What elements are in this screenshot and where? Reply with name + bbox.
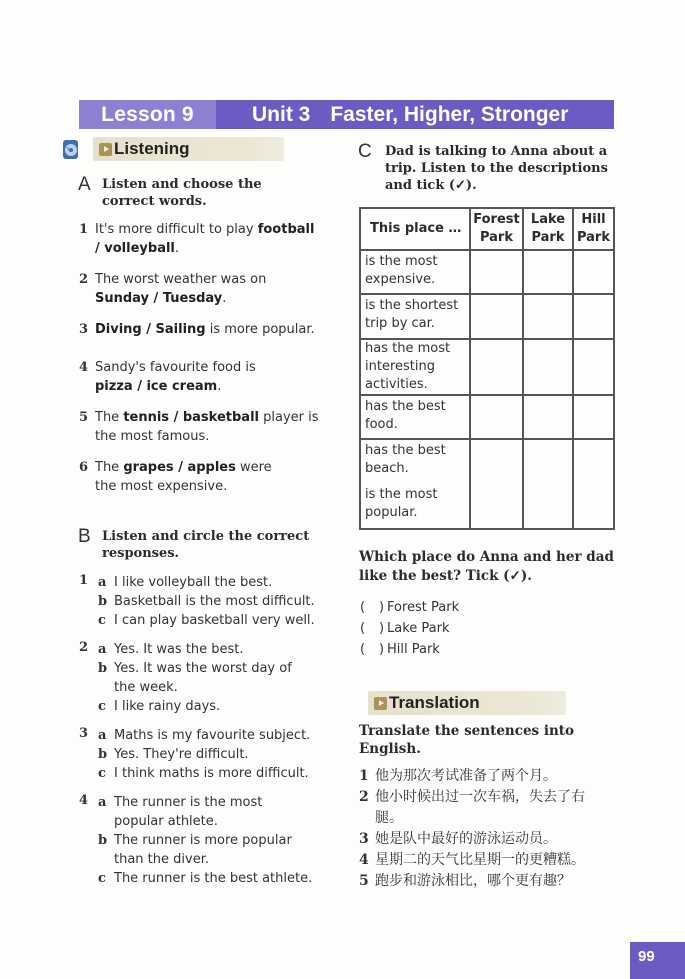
- tick-cell[interactable]: [523, 294, 573, 339]
- place-comparison-table: [359, 207, 615, 530]
- table-row: [360, 294, 614, 339]
- item-text: The: [95, 410, 124, 425]
- translation-item: [359, 871, 614, 892]
- exercise-a-item: [79, 320, 329, 339]
- column-header: Hill Park: [573, 208, 614, 250]
- table-header-row: [360, 208, 614, 250]
- row-description-line: has the best beach.: [365, 443, 446, 476]
- option-text: Basketball is the most difficult.: [114, 594, 315, 609]
- item-number: 2: [79, 272, 89, 287]
- row-description: is the most expensive.: [360, 250, 470, 294]
- tick-cell[interactable]: [573, 395, 614, 439]
- exercise-a-item: [79, 358, 329, 396]
- option-letter: b: [98, 594, 108, 609]
- exercise-a-item: [79, 408, 329, 446]
- chinese-sentence: 他为那次考试准备了两个月。: [375, 768, 557, 784]
- tick-cell[interactable]: [523, 339, 573, 395]
- translation-items: [359, 766, 614, 892]
- exercise-b-questions: [79, 573, 339, 888]
- exercise-a-items: [79, 220, 329, 496]
- item-number: 6: [79, 460, 89, 475]
- tick-cell[interactable]: [523, 250, 573, 294]
- item-number: 4: [79, 360, 89, 375]
- exercise-b-question: [79, 793, 339, 888]
- item-text: is more popular.: [205, 322, 315, 337]
- question-number: 2: [79, 640, 89, 655]
- table-row: [360, 339, 614, 395]
- tick-choice[interactable]: [360, 618, 560, 639]
- table-row: [360, 250, 614, 294]
- page-number: 99: [630, 942, 685, 979]
- option-text: Yes. It was the best.: [114, 642, 244, 657]
- response-option[interactable]: [98, 745, 310, 764]
- option-letter: c: [98, 613, 106, 628]
- favourite-place-question: Which place do Anna and her dad like the best? Tick (✓).: [359, 549, 614, 584]
- item-number: 1: [79, 222, 89, 237]
- item-text: .: [217, 379, 222, 394]
- question-number: 1: [79, 573, 89, 588]
- table-row: [360, 395, 614, 439]
- response-option[interactable]: [98, 592, 315, 611]
- tick-box-open: (: [360, 600, 366, 615]
- response-option[interactable]: [98, 726, 310, 745]
- response-option[interactable]: [98, 573, 315, 592]
- exercise-a-instruction: Listen and choose the correct words.: [102, 177, 262, 209]
- tick-cell[interactable]: [470, 395, 523, 439]
- listening-section-header: [93, 137, 284, 161]
- translation-item: [359, 850, 614, 871]
- item-number: 3: [79, 322, 89, 337]
- exercise-b-question: [79, 726, 339, 783]
- tick-box-close: ): [379, 642, 385, 657]
- option-text: I think maths is more difficult.: [114, 766, 309, 781]
- unit-title-bar: [216, 100, 614, 129]
- table-row: [360, 439, 614, 529]
- row-description: is the shortest trip by car.: [360, 294, 470, 339]
- tick-cell[interactable]: [470, 339, 523, 395]
- exercise-b: [78, 526, 338, 562]
- option-text: The runner is the best athlete.: [114, 871, 313, 886]
- lesson-label: Lesson 9: [79, 100, 216, 129]
- tick-cell[interactable]: [523, 439, 573, 529]
- unit-title: Faster, Higher, Stronger: [330, 102, 569, 126]
- response-option[interactable]: [98, 659, 314, 697]
- item-number: 1: [359, 768, 369, 784]
- tick-cell[interactable]: [470, 294, 523, 339]
- option-letter: b: [98, 747, 108, 762]
- item-text: .: [222, 291, 227, 306]
- option-text: Yes. It was the worst day of the week.: [114, 661, 292, 695]
- word-choice[interactable]: tennis / basketball: [123, 410, 259, 425]
- item-text: player is the most famous.: [95, 410, 319, 444]
- tick-box-open: (: [360, 642, 366, 657]
- exercise-b-letter: B: [78, 526, 91, 547]
- exercise-c: [358, 141, 618, 194]
- word-choice[interactable]: football / volleyball: [95, 222, 315, 256]
- item-text: were the most expensive.: [95, 460, 272, 494]
- option-letter: a: [98, 575, 107, 590]
- response-option[interactable]: [98, 640, 314, 659]
- unit-label: Unit 3: [252, 102, 311, 126]
- tick-choice[interactable]: [360, 597, 560, 618]
- option-text: I like rainy days.: [114, 699, 221, 714]
- lesson-banner: [79, 100, 614, 129]
- tick-cell[interactable]: [573, 339, 614, 395]
- column-header: Lake Park: [523, 208, 573, 250]
- translation-item: [359, 829, 614, 850]
- item-number: 5: [79, 410, 89, 425]
- tick-box-close: ): [379, 600, 385, 615]
- tick-cell[interactable]: [523, 395, 573, 439]
- option-text: Maths is my favourite subject.: [114, 728, 311, 743]
- chinese-sentence: 星期二的天气比星期一的更糟糕。: [375, 852, 585, 868]
- response-option[interactable]: [98, 831, 314, 869]
- option-letter: a: [98, 642, 107, 657]
- option-letter: a: [98, 728, 107, 743]
- chinese-sentence: 她是队中最好的游泳运动员。: [375, 831, 557, 847]
- exercise-c-letter: C: [358, 141, 372, 162]
- option-letter: b: [98, 661, 108, 676]
- tick-cell[interactable]: [470, 439, 523, 529]
- row-description: has the most interesting activities.: [360, 339, 470, 395]
- response-option[interactable]: [98, 793, 314, 831]
- option-letter: a: [98, 795, 107, 810]
- question-number: 4: [79, 793, 89, 808]
- column-header: This place …: [360, 208, 470, 250]
- item-text: The worst weather was on: [95, 272, 267, 287]
- item-number: 3: [359, 831, 369, 847]
- row-description: [360, 439, 470, 529]
- item-text: .: [174, 241, 180, 256]
- question-number: 3: [79, 726, 89, 741]
- choice-label: Lake Park: [387, 621, 450, 636]
- tick-cell[interactable]: [573, 250, 614, 294]
- tick-cell[interactable]: [470, 250, 523, 294]
- tick-box-close: ): [379, 621, 385, 636]
- exercise-b-question: [79, 573, 339, 630]
- row-description-line: is the most popular.: [365, 487, 438, 520]
- exercise-b-question: [79, 640, 339, 716]
- favourite-place-choices: [360, 597, 560, 660]
- row-description: has the best food.: [360, 395, 470, 439]
- item-number: 2: [359, 789, 369, 805]
- response-option[interactable]: [98, 697, 314, 716]
- choice-label: Forest Park: [387, 600, 460, 615]
- option-text: The runner is more popular than the diver.: [114, 833, 292, 867]
- translation-instruction: Translate the sentences into English.: [359, 723, 575, 757]
- option-text: Yes. They're difficult.: [114, 747, 249, 762]
- item-text: It's more difficult to play: [95, 222, 258, 237]
- chinese-sentence: 他小时候出过一次车祸，失去了右腿。: [375, 789, 585, 826]
- exercise-a: [78, 174, 338, 210]
- response-option[interactable]: [98, 869, 314, 888]
- translation-title: Translation: [389, 693, 480, 712]
- option-letter: c: [98, 766, 106, 781]
- audio-cd-icon[interactable]: [63, 140, 78, 159]
- exercise-a-item: [79, 458, 329, 496]
- translation-section-header: [368, 691, 566, 715]
- item-text: Sandy's favourite food is: [95, 360, 256, 375]
- response-option[interactable]: [98, 764, 310, 783]
- translation-item: [359, 787, 614, 829]
- option-text: I can play basketball very well.: [114, 613, 315, 628]
- tick-cell[interactable]: [573, 294, 614, 339]
- option-letter: c: [98, 871, 106, 886]
- exercise-a-letter: A: [78, 174, 91, 195]
- listening-title: Listening: [114, 139, 190, 158]
- exercise-c-instruction: Dad is talking to Anna about a trip. Listen to the descriptions and tick (✓).: [385, 144, 608, 193]
- play-icon: [99, 143, 112, 156]
- exercise-a-item: [79, 270, 329, 308]
- word-choice[interactable]: pizza / ice cream: [95, 379, 218, 394]
- exercise-b-instruction: Listen and circle the correct responses.: [102, 529, 310, 561]
- response-option[interactable]: [98, 611, 315, 630]
- word-choice[interactable]: grapes / apples: [123, 460, 236, 475]
- item-number: 4: [359, 852, 369, 868]
- exercise-a-item: [79, 220, 329, 258]
- word-choice[interactable]: Sunday / Tuesday: [95, 291, 223, 306]
- item-number: 5: [359, 873, 369, 889]
- option-letter: b: [98, 833, 108, 848]
- column-header: Forest Park: [470, 208, 523, 250]
- item-text: The: [95, 460, 124, 475]
- chinese-sentence: 跑步和游泳相比，哪个更有趣？: [375, 873, 571, 889]
- choice-label: Hill Park: [387, 642, 440, 657]
- word-choice[interactable]: Diving / Sailing: [95, 322, 206, 337]
- option-text: I like volleyball the best.: [114, 575, 273, 590]
- option-text: The runner is the most popular athlete.: [114, 795, 263, 829]
- tick-box-open: (: [360, 621, 366, 636]
- play-icon: [374, 697, 387, 710]
- option-letter: c: [98, 699, 106, 714]
- translation-item: [359, 766, 614, 787]
- tick-cell[interactable]: [573, 439, 614, 529]
- tick-choice[interactable]: [360, 639, 560, 660]
